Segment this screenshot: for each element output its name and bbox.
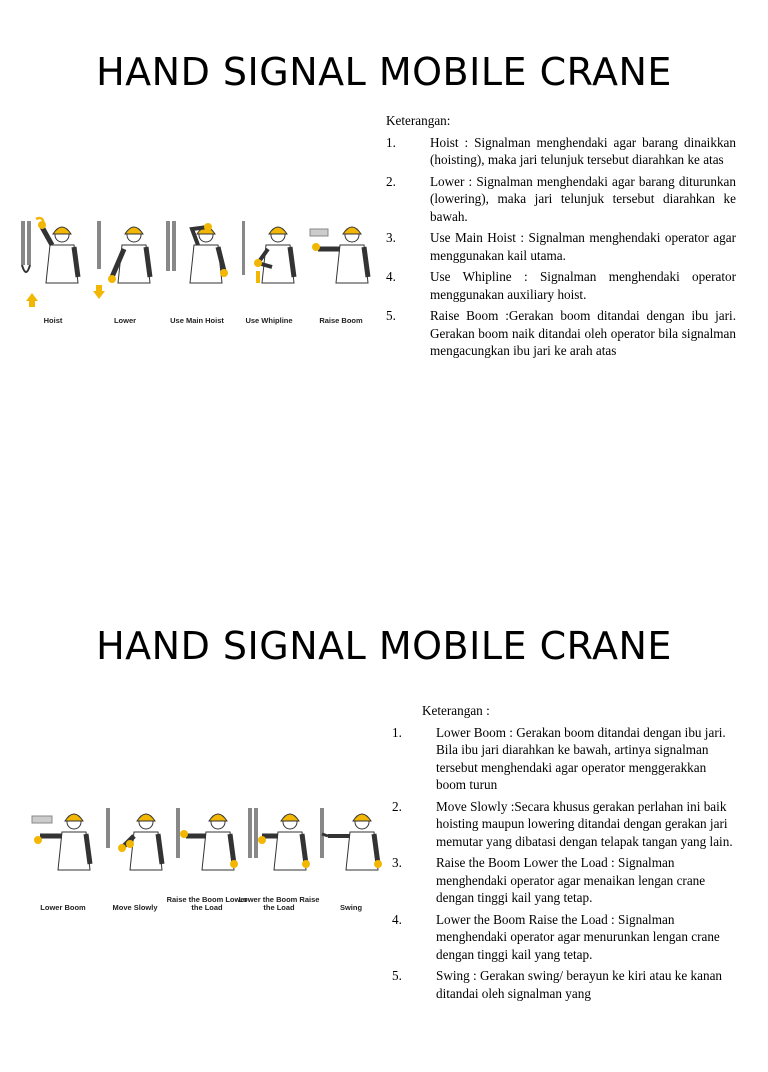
figure-lower-boom (28, 802, 98, 912)
figure-hoist (18, 215, 88, 325)
figure-use-main-hoist (162, 215, 232, 325)
slide-title: HAND SIGNAL MOBILE CRANE (96, 624, 672, 668)
item-number: 2. (392, 798, 402, 814)
slide-1 (0, 0, 768, 512)
figure-raise-boom (306, 215, 376, 325)
list-item (392, 854, 737, 907)
figure-caption: Raise the Boom Lower the Load (166, 895, 248, 912)
list-item (392, 798, 737, 851)
figure-caption: Hoist (43, 316, 63, 325)
item-number: 1. (392, 724, 402, 740)
list-item (386, 307, 736, 360)
item-number: 4. (392, 911, 402, 927)
notes-panel (392, 702, 737, 1006)
item-number: 4. (386, 269, 396, 284)
item-text: Move Slowly :Secara khusus gerakan perlahan ini baik hoisting maupun lowering ditandai dengan gerakan jari memutar yang dibatasi dengan telapak tangan yang lain. (436, 798, 733, 849)
list-item (392, 724, 737, 794)
list-item (392, 967, 737, 1002)
notes-panel (386, 112, 736, 364)
item-text: Raise Boom :Gerakan boom ditandai dengan ibu jari. Gerakan boom naik ditandai oleh operator bila signalman mengacungkan ibu jari ke arah atas (430, 308, 736, 358)
notes-heading: Keterangan : (422, 703, 490, 718)
item-number: 2. (386, 173, 396, 189)
figure-use-whipline (234, 215, 304, 325)
item-number: 1. (386, 134, 396, 150)
figure-raise-boom-lower-load (166, 802, 248, 912)
list-item (392, 911, 737, 964)
hand-signal-illustrations (28, 802, 380, 912)
item-number: 5. (392, 968, 402, 983)
slide-title: HAND SIGNAL MOBILE CRANE (96, 50, 672, 94)
item-text: Raise the Boom Lower the Load : Signalman menghendaki operator agar menaikan lengan crane dengan tinggi kail yang tetap. (436, 855, 706, 905)
figure-caption: Lower Boom (40, 903, 86, 912)
figure-lower-boom-raise-load (238, 802, 320, 912)
figure-caption: Lower (113, 316, 137, 325)
figure-lower (90, 215, 160, 325)
notes-heading: Keterangan: (386, 113, 451, 128)
item-text: Lower the Boom Raise the Load : Signalman menghendaki operator agar menurunkan lengan crane dengan tinggi kail yang tetap. (436, 911, 720, 962)
slide-2 (0, 560, 768, 1072)
item-number: 5. (386, 308, 396, 323)
figure-caption: Raise Boom (319, 316, 363, 325)
hand-signal-illustrations (18, 215, 370, 325)
item-text: Swing : Gerakan swing/ berayun ke kiri atau ke kanan ditandai oleh signalman yang (436, 968, 723, 1001)
list-item (386, 229, 736, 264)
item-text: Use Main Hoist : Signalman menghendaki operator agar menggunakan kail utama. (430, 230, 736, 263)
figure-caption: Move Slowly (112, 903, 158, 912)
item-number: 3. (386, 230, 396, 245)
item-number: 3. (392, 855, 402, 870)
figure-caption: Swing (339, 903, 363, 912)
figure-caption: Use Main Hoist (170, 316, 224, 325)
item-text: Lower Boom : Gerakan boom ditandai dengan ibu jari. Bila ibu jari diarahkan ke bawah, artinya signalman tersebut menghendaki agar operator menggerakkan boom turun (436, 724, 726, 792)
figure-move-slowly (100, 802, 170, 912)
item-text: Lower : Signalman menghendaki agar barang diturunkan (lowering), maka jari telunjuk tersebut diarahkan ke bawah. (430, 173, 736, 224)
item-text: Use Whipline : Signalman menghendaki operator menggunakan auxiliary hoist. (430, 269, 736, 302)
figure-caption: Lower the Boom Raise the Load (238, 895, 320, 912)
figure-swing (316, 802, 386, 912)
item-text: Hoist : Signalman menghendaki agar barang dinaikkan (hoisting), maka jari telunjuk tersebut diarahkan ke atas (430, 134, 736, 167)
figure-caption: Use Whipline (245, 316, 293, 325)
list-item (386, 268, 736, 303)
list-item (386, 173, 736, 226)
list-item (386, 134, 736, 169)
